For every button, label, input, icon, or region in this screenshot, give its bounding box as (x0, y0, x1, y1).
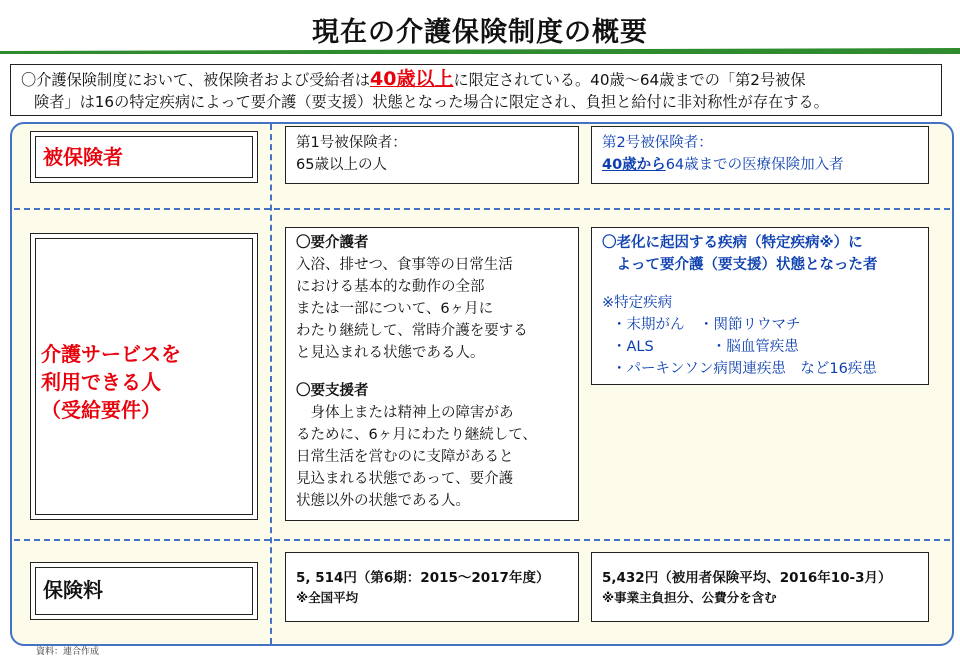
premium-type1-box (285, 552, 579, 622)
care-needed-line-3: または一部について、6ヶ月に (296, 301, 494, 317)
support-needed-line-5: 状態以外の状態である人。 (296, 493, 470, 509)
intro-line-1-after: に限定されている。40歳～64歳までの「第2号被保 (453, 71, 806, 89)
support-needed-line-4: 見込まれる状態であって、要介護 (296, 471, 514, 487)
label-eligibility-line-3: （受給要件） (41, 398, 161, 422)
support-needed-heading: 〇要支援者 (296, 383, 369, 399)
insured-type1-heading: 第1号被保険者： (296, 135, 407, 151)
care-needed-line-5: と見込まれる状態である人。 (296, 345, 485, 361)
premium-type2-amount: 5,432円（被用者保険平均、2016年10-3月） (602, 570, 892, 586)
care-needed-line-2: における基本的な動作の全部 (296, 279, 485, 295)
premium-type2-note: ※事業主負担分、公費分を含む (602, 590, 777, 605)
intro-line-1-before: 〇介護保険制度において、被保険者および受給者は (21, 71, 371, 89)
disease-list-item: ・パーキンソン病関連疾患 など16疾患 (612, 361, 877, 377)
intro-summary-box (10, 64, 942, 116)
intro-line-2: 険者」は16の特定疾病によって要介護（要支援）状態となった場合に限定され、負担と給付に非対称性が存在する。 (34, 93, 829, 111)
specified-disease-heading-2: よって要介護（要支援）状態となった者 (602, 257, 878, 273)
support-needed-line-3: 日常生活を営むのに支障があると (296, 449, 514, 465)
insured-type2-heading: 第2号被保険者： (602, 135, 713, 151)
label-insured: 被保険者 (43, 145, 123, 169)
specified-disease-heading-1: 〇老化に起因する疾病（特定疾病※）に (602, 235, 863, 251)
specified-disease-note-heading: ※特定疾病 (602, 295, 673, 311)
eligibility-type2-box (591, 227, 929, 385)
premium-type1-note: ※全国平均 (296, 590, 359, 605)
title-underline (0, 48, 960, 56)
page-title: 現在の介護保険制度の概要 (312, 17, 648, 48)
care-needed-heading: 〇要介護者 (296, 235, 369, 251)
intro-line-1 (21, 68, 931, 91)
intro-highlight-age: 40歳以上 (370, 68, 454, 90)
insured-type1-text: 65歳以上の人 (296, 157, 387, 173)
premium-type1-amount: 5, 514円（第6期：2015～2017年度） (296, 570, 550, 586)
disease-list-item: ・末期がん ・関節リウマチ (612, 317, 801, 333)
label-insured-box (30, 131, 258, 183)
support-needed-line-1: 身体上または精神上の障害があ (296, 405, 514, 421)
row-divider-1 (14, 208, 950, 210)
insured-type2-text-rest: 64歳までの医療保険加入者 (665, 157, 844, 173)
eligibility-type1-box (285, 227, 579, 521)
insured-type2-age-from: 40歳から (602, 157, 666, 173)
support-needed-line-2: るために、6ヶ月にわたり継続して、 (296, 427, 537, 443)
care-needed-line-4: わたり継続して、常時介護を要する (296, 323, 528, 339)
label-eligibility (41, 340, 181, 424)
care-needed-line-1: 入浴、排せつ、食事等の日常生活 (296, 257, 513, 273)
column-divider (270, 124, 272, 644)
label-eligibility-box (30, 233, 258, 520)
disease-list-item: ・ALS ・脳血管疾患 (612, 339, 799, 355)
insured-type2-box (591, 126, 929, 184)
label-premium-box (30, 562, 258, 620)
source-note: 資料：連合作成 (36, 647, 100, 657)
insured-type1-box (285, 126, 579, 184)
premium-type2-box (591, 552, 929, 622)
row-divider-2 (14, 539, 950, 541)
label-eligibility-line-2: 利用できる人 (41, 370, 161, 394)
insured-type2-text (602, 154, 918, 176)
label-eligibility-line-1: 介護サービスを (41, 342, 181, 366)
label-premium: 保険料 (43, 578, 103, 602)
